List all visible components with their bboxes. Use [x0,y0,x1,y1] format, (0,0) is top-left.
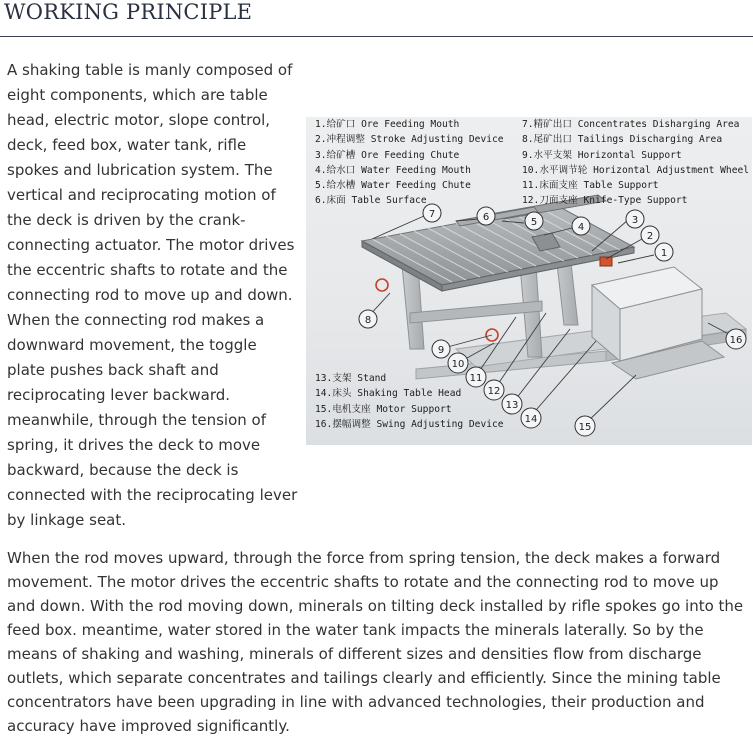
legend-item: 15.电机支座 Motor Support [315,403,452,415]
legend-components-13-16 [315,371,504,432]
svg-text:1: 1 [660,248,668,259]
legend-item: 6.床面 Table Surface [315,195,427,207]
legend-item: 16.摆幅调整 Swing Adjusting Device [315,418,504,430]
svg-text:13: 13 [505,400,519,411]
legend-item: 10.水平调节轮 Horizontal Adjustment Wheel [522,164,750,176]
legend-item: 5.给水槽 Water Feeding Chute [315,180,471,192]
callout-6 [477,207,495,225]
operation-paragraph: When the rod moves upward, through the force from spring tension, the deck makes a forward movement. The motor drives the eccentric shafts to rotate and the connecting rod to move up and down. With the rod moving down, minerals on tilting deck installed by rifle spokes go into the feed box. meantime, water stored in the water tank impacts the minerals laterally. So by the means of shaking and washing, minerals of different sizes and densities flow from discharge outlets, which separate concentrates and tailings clearly and efficiently. Since the mining table concentrators have been upgrading in line with advanced technologies, their production and accuracy have improved significantly. [7,549,744,735]
svg-text:5: 5 [530,217,538,228]
callout-14 [521,408,541,428]
legend-item: 11.床面支座 Table Support [522,180,659,192]
legend-item: 9.水平支架 Horizontal Support [522,149,682,161]
legend-item: 3.给矿槽 Ore Feeding Chute [315,149,460,161]
svg-text:4: 4 [577,222,585,233]
stroke-adjusting-device [600,257,612,266]
callout-9 [432,340,450,358]
intro-paragraph: A shaking table is manly composed of eight components, which are table head, electric motor, slope control, deck, feed box, water tank, rifle spokes and lubrication system. The vertical and reciprocating motion of the deck is driven by the crank-connecting actuator. The motor drives the eccentric shafts to rotate and the connecting rod to move up and down. When the connecting rod makes a downward movement, the toggle plate pushes back shaft and reciprocating lever backward. meanwhile, through the tension of spring, it drives the deck to move backward, because the deck is connected with the reciprocating lever by linkage seat. [7,61,298,529]
callout-1 [655,243,673,261]
svg-text:9: 9 [437,345,445,356]
legend-item: 7.精矿出口 Concentrates Disharging Area [522,119,740,130]
horizontal-adjustment-wheel [376,279,388,291]
callout-4 [572,217,590,235]
callout-10 [448,353,468,373]
legend-item: 1.给矿口 Ore Feeding Mouth [315,119,460,130]
callout-16 [726,329,746,349]
svg-text:2: 2 [646,231,654,242]
legend-components-7-12 [522,117,749,209]
shaking-table-diagram [306,117,752,445]
svg-text:8: 8 [364,315,372,326]
svg-text:10: 10 [451,359,465,370]
svg-text:7: 7 [428,209,436,220]
title-divider [0,36,753,37]
legend-item: 13.支架 Stand [315,373,387,384]
legend-item: 4.给水口 Water Feeding Mouth [315,164,471,176]
callout-5 [525,212,543,230]
svg-text:14: 14 [524,414,538,425]
legend-item: 12.刀面支座 Knife-Type Support [522,195,688,207]
callout-8 [359,310,377,328]
svg-text:3: 3 [631,215,639,226]
svg-text:15: 15 [578,422,592,433]
callout-3 [626,210,644,228]
svg-text:12: 12 [487,386,501,397]
legend-item: 14.床头 Shaking Table Head [315,388,462,400]
legend-item: 2.冲程调整 Stroke Adjusting Device [315,134,504,146]
callout-13 [502,394,522,414]
svg-text:11: 11 [469,373,483,384]
legend-item: 8.尾矿出口 Tailings Discharging Area [522,134,723,146]
page-title: WORKING PRINCIPLE [4,0,253,24]
legend-components-1-6 [315,117,504,209]
svg-text:16: 16 [729,335,743,346]
svg-text:6: 6 [482,212,490,223]
callout-15 [575,416,595,436]
callout-2 [641,226,659,244]
